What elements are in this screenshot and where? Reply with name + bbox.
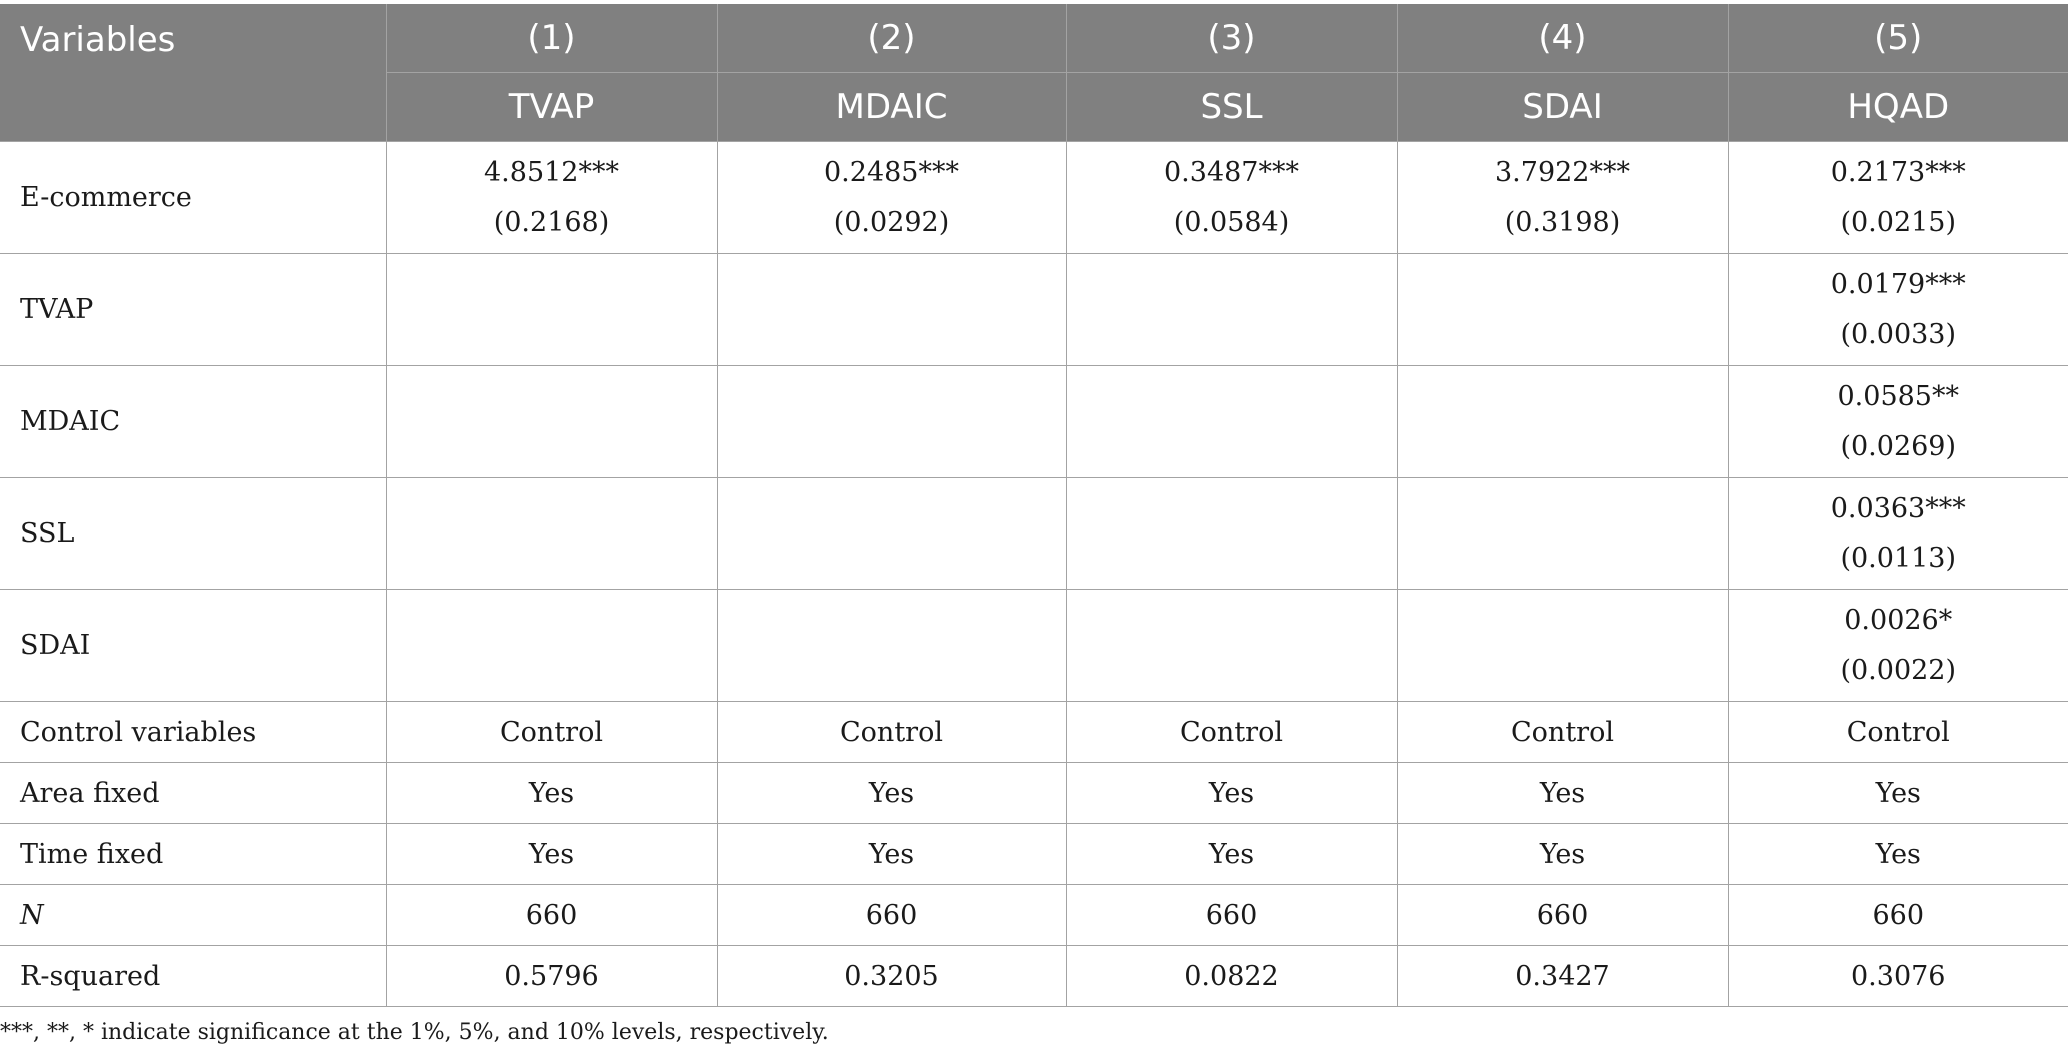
standard-error: (0.0292) xyxy=(833,206,950,238)
table-row-tvap xyxy=(0,254,2068,366)
table-cell: Yes xyxy=(1728,763,2068,824)
table-cell: Yes xyxy=(717,763,1066,824)
column-name-ssl: SSL xyxy=(1066,73,1397,142)
table-cell: Yes xyxy=(386,763,717,824)
table-cell: 0.3427 xyxy=(1397,946,1728,1007)
coefficient: 0.2485*** xyxy=(824,156,959,188)
coefficient: 0.0179*** xyxy=(1830,268,1966,300)
table-row-ssl xyxy=(0,478,2068,590)
table-cell: 660 xyxy=(717,885,1066,946)
coef-cell xyxy=(717,590,1066,702)
coef-cell xyxy=(1066,254,1397,366)
coef-cell xyxy=(1066,366,1397,478)
column-name-mdaic: MDAIC xyxy=(717,73,1066,142)
standard-error: (0.0215) xyxy=(1840,206,1957,238)
coef-cell xyxy=(717,254,1066,366)
row-label: Area fixed xyxy=(0,763,386,824)
coef-cell xyxy=(1728,478,2068,590)
table-cell: Control xyxy=(1728,702,2068,763)
table-cell: Control xyxy=(386,702,717,763)
table-row-n xyxy=(0,885,2068,946)
column-number-2: (2) xyxy=(717,4,1066,73)
table-row-sdai xyxy=(0,590,2068,702)
coef-cell xyxy=(386,254,717,366)
table-cell: 0.0822 xyxy=(1066,946,1397,1007)
coef-cell xyxy=(1728,142,2068,254)
coefficient: 0.0363*** xyxy=(1830,492,1966,524)
coefficient: 4.8512*** xyxy=(484,156,619,188)
coef-cell xyxy=(1728,254,2068,366)
coefficient: 3.7922*** xyxy=(1495,156,1630,188)
table-footnote: ***, **, * indicate significance at the 1%, 5%, and 10% levels, respectively. xyxy=(0,1020,829,1045)
column-name-tvap: TVAP xyxy=(386,73,717,142)
coef-cell xyxy=(1066,478,1397,590)
coefficient: 0.0026* xyxy=(1844,604,1953,636)
standard-error: (0.0269) xyxy=(1840,430,1957,462)
row-label: TVAP xyxy=(0,254,386,366)
row-label: E-commerce xyxy=(0,142,386,254)
row-label: N xyxy=(0,885,386,946)
row-label: SDAI xyxy=(0,590,386,702)
column-name-hqad: HQAD xyxy=(1728,73,2068,142)
table-cell: 660 xyxy=(1066,885,1397,946)
standard-error: (0.2168) xyxy=(493,206,610,238)
table-row-e-commerce xyxy=(0,142,2068,254)
column-number-5: (5) xyxy=(1728,4,2068,73)
coef-cell xyxy=(1728,590,2068,702)
coef-cell xyxy=(1397,366,1728,478)
coef-cell xyxy=(717,366,1066,478)
table-cell: Yes xyxy=(1066,763,1397,824)
table-cell: 660 xyxy=(386,885,717,946)
table-cell: Control xyxy=(717,702,1066,763)
row-label: MDAIC xyxy=(0,366,386,478)
column-name-sdai: SDAI xyxy=(1397,73,1728,142)
standard-error: (0.0113) xyxy=(1840,542,1957,574)
coef-cell xyxy=(1066,142,1397,254)
table-row-time-fixed xyxy=(0,824,2068,885)
table-cell: Yes xyxy=(386,824,717,885)
table-cell: 0.3076 xyxy=(1728,946,2068,1007)
coef-cell xyxy=(1397,590,1728,702)
coef-cell xyxy=(717,142,1066,254)
table-cell: 0.3205 xyxy=(717,946,1066,1007)
column-number-3: (3) xyxy=(1066,4,1397,73)
table-cell: Yes xyxy=(1066,824,1397,885)
column-number-4: (4) xyxy=(1397,4,1728,73)
coef-cell xyxy=(717,478,1066,590)
standard-error: (0.0033) xyxy=(1840,318,1957,350)
regression-table-container xyxy=(0,4,2068,1007)
table-row-r-squared xyxy=(0,946,2068,1007)
coef-cell xyxy=(1066,590,1397,702)
column-number-1: (1) xyxy=(386,4,717,73)
table-cell: Control xyxy=(1397,702,1728,763)
table-cell: Yes xyxy=(1728,824,2068,885)
table-row-mdaic xyxy=(0,366,2068,478)
standard-error: (0.3198) xyxy=(1504,206,1621,238)
coef-cell xyxy=(1397,142,1728,254)
coef-cell xyxy=(1397,478,1728,590)
table-cell: Control xyxy=(1066,702,1397,763)
table-header xyxy=(0,4,2068,142)
coefficient: 0.3487*** xyxy=(1164,156,1299,188)
table-cell: 660 xyxy=(1397,885,1728,946)
coef-cell xyxy=(1728,366,2068,478)
coefficient: 0.2173*** xyxy=(1830,156,1966,188)
coef-cell xyxy=(386,142,717,254)
table-row-area-fixed xyxy=(0,763,2068,824)
coef-cell xyxy=(386,478,717,590)
standard-error: (0.0022) xyxy=(1840,654,1957,686)
coefficient: 0.0585** xyxy=(1837,380,1959,412)
row-label: SSL xyxy=(0,478,386,590)
row-label: Time fixed xyxy=(0,824,386,885)
table-body xyxy=(0,142,2068,1007)
regression-table xyxy=(0,4,2068,1007)
table-cell: 660 xyxy=(1728,885,2068,946)
table-row-control-variables xyxy=(0,702,2068,763)
table-cell: Yes xyxy=(1397,824,1728,885)
row-label: R-squared xyxy=(0,946,386,1007)
variables-header: Variables xyxy=(0,4,386,142)
table-cell: Yes xyxy=(717,824,1066,885)
coef-cell xyxy=(386,590,717,702)
table-cell: 0.5796 xyxy=(386,946,717,1007)
table-cell: Yes xyxy=(1397,763,1728,824)
row-label: Control variables xyxy=(0,702,386,763)
coef-cell xyxy=(386,366,717,478)
standard-error: (0.0584) xyxy=(1173,206,1290,238)
coef-cell xyxy=(1397,254,1728,366)
